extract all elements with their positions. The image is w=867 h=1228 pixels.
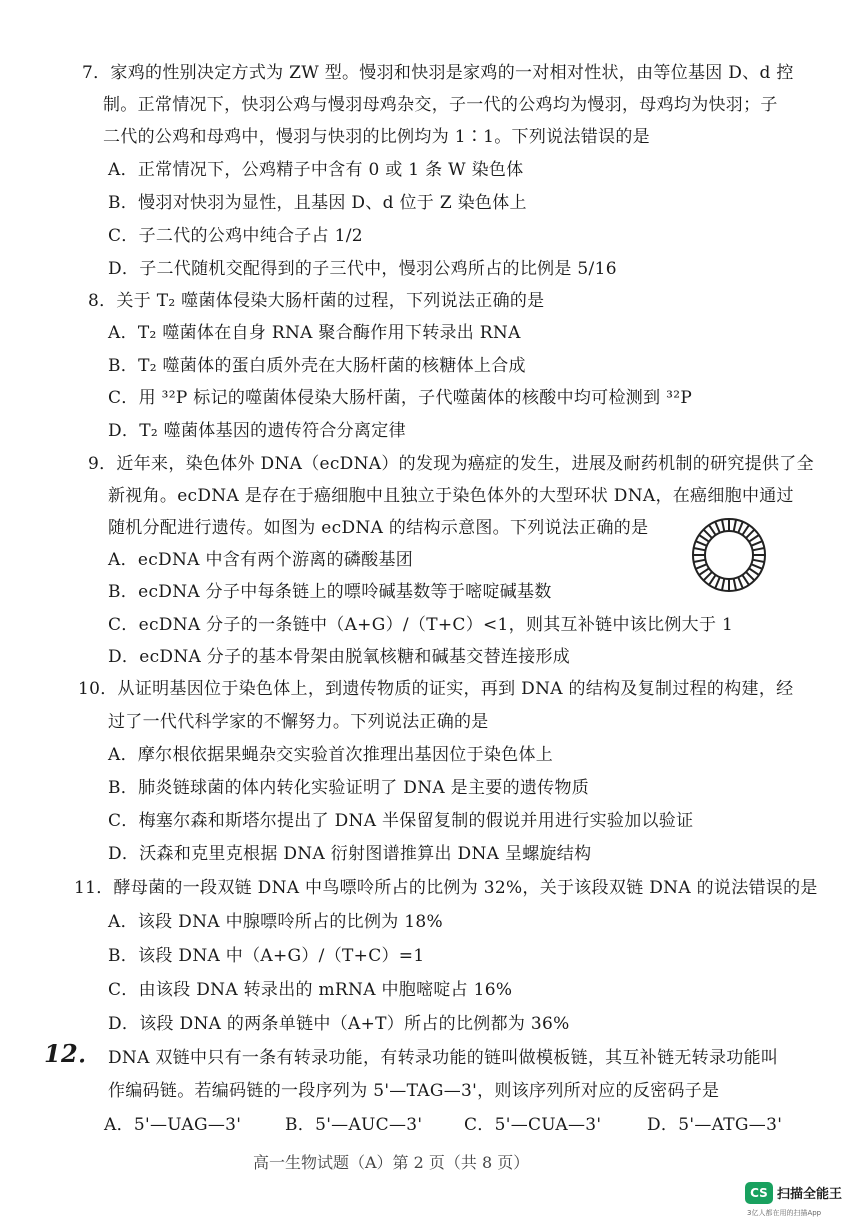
q12-option-a: A．5'—UAG—3' [104,1115,242,1135]
q11-option-a: A．该段 DNA 中腺嘌呤所占的比例为 18% [108,912,443,932]
q12-number: 12． [44,1039,103,1068]
base-pair-rung [751,564,762,569]
q7-option-a: A．正常情况下，公鸡精子中含有 0 或 1 条 W 染色体 [108,160,524,180]
q7-option-b: B．慢羽对快羽为显性，且基因 D、d 位于 Z 染色体上 [108,193,527,213]
q9-stem-line-3: 随机分配进行遗传。如图为 ecDNA 的结构示意图。下列说法正确的是 [108,518,649,538]
base-pair-rung [738,522,743,533]
q10-option-b: B．肺炎链球菌的体内转化实验证明了 DNA 是主要的遗传物质 [108,778,590,798]
q7-stem-line-2: 制。正常情况下，快羽公鸡与慢羽母鸡杂交，子一代的公鸡均为慢羽，母鸡均为快羽；子 [103,95,778,115]
q12-stem-line-2: 作编码链。若编码链的一段序列为 5'—TAG—3'，则该序列所对应的反密码子是 [108,1081,720,1101]
base-pair-rung [753,548,765,550]
base-pair-rung [704,572,712,580]
base-pair-rung [734,520,736,532]
q12-option-c: C．5'—CUA—3' [464,1115,602,1135]
q9-stem-line-1: 9．近年来，染色体外 DNA（ecDNA）的发现为癌症的发生，进展及耐药机制的研究提供了全 [88,454,814,474]
base-pair-rung [694,560,706,562]
q11-option-d: D．该段 DNA 的两条单链中（A+T）所占的比例都为 36% [108,1014,570,1034]
q8-option-a: A．T₂ 噬菌体在自身 RNA 聚合酶作用下转录出 RNA [108,323,521,343]
base-pair-rung [722,579,724,591]
base-pair-rung [709,525,716,535]
q7-stem-line-1: 7．家鸡的性别决定方式为 ZW 型。慢羽和快羽是家鸡的一对相对性状，由等位基因 D、d 控 [82,63,794,83]
base-pair-rung [699,568,709,575]
q11-option-b: B．该段 DNA 中（A+G）/（T+C）=1 [108,946,425,966]
base-pair-rung [746,530,754,538]
base-pair-rung [742,525,749,535]
q9-option-d: D．ecDNA 分子的基本骨架由脱氧核糖和碱基交替连接形成 [108,647,571,667]
q7-option-d: D．子二代随机交配得到的子三代中，慢羽公鸡所占的比例是 5/16 [108,259,617,279]
q12-option-b: B．5'—AUC—3' [285,1115,423,1135]
q10-option-a: A．摩尔根依据果蝇杂交实验首次推理出基因位于染色体上 [108,745,554,765]
q8-option-c: C．用 ³²P 标记的噬菌体侵染大肠杆菌，子代噬菌体的核酸中均可检测到 ³²P [108,388,693,408]
base-pair-rung [742,575,749,585]
q8-stem: 8．关于 T₂ 噬菌体侵染大肠杆菌的过程，下列说法正确的是 [88,291,545,311]
base-pair-rung [749,568,759,575]
watermark-title: 扫描全能王 [777,1187,843,1202]
base-pair-rung [694,548,706,550]
base-pair-rung [696,541,707,546]
base-pair-rung [709,575,716,585]
q12-stem-line-1: DNA 双链中只有一条有转录功能，有转录功能的链叫做模板链，其互补链无转录功能叫 [108,1048,779,1068]
q8-option-b: B．T₂ 噬菌体的蛋白质外壳在大肠杆菌的核糖体上合成 [108,356,526,376]
q11-option-c: C．由该段 DNA 转录出的 mRNA 中胞嘧啶占 16% [108,980,513,1000]
q9-option-c: C．ecDNA 分子的一条链中（A+G）/（T+C）<1，则其互补链中该比例大于 1 [108,615,734,635]
q8-option-d: D．T₂ 噬菌体基因的遗传符合分离定律 [108,421,406,441]
q9-option-b: B．ecDNA 分子中每条链上的嘌呤碱基数等于嘧啶碱基数 [108,582,552,602]
q12-option-d: D．5'—ATG—3' [647,1115,783,1135]
base-pair-rung [704,530,712,538]
base-pair-rung [749,535,759,542]
q9-stem-line-2: 新视角。ecDNA 是存在于癌细胞中且独立于染色体外的大型环状 DNA，在癌细胞中通过 [108,486,794,506]
base-pair-rung [746,572,754,580]
q11-stem: 11．酵母菌的一段双链 DNA 中鸟嘌呤所占的比例为 32%，关于该段双链 DNA 的说法错误的是 [74,878,818,898]
base-pair-rung [751,541,762,546]
base-pair-rung [699,535,709,542]
base-pair-rung [696,564,707,569]
watermark-subtitle: 3亿人都在用的扫描App [747,1209,822,1217]
q7-stem-line-3: 二代的公鸡和母鸡中，慢羽与快羽的比例均为 1∶1。下列说法错误的是 [103,127,650,147]
base-pair-rung [715,522,720,533]
q10-stem-line-1: 10．从证明基因位于染色体上，到遗传物质的证实，再到 DNA 的结构及复制过程的构建，经 [78,679,794,699]
base-pair-rung [715,577,720,588]
base-pair-rung [753,560,765,562]
q10-option-d: D．沃森和克里克根据 DNA 衍射图谱推算出 DNA 呈螺旋结构 [108,844,592,864]
base-pair-rung [738,577,743,588]
ecdna-ring-icon [686,512,772,598]
page-footer: 高一生物试题（A）第 2 页（共 8 页） [253,1153,530,1172]
base-pair-rung [722,520,724,532]
q9-option-a: A．ecDNA 中含有两个游离的磷酸基团 [108,550,414,570]
base-pair-rung [734,579,736,591]
camscanner-logo-icon: CS [745,1182,773,1204]
scanner-watermark [745,1180,863,1224]
q7-option-c: C．子二代的公鸡中纯合子占 1/2 [108,226,363,246]
q10-stem-line-2: 过了一代代科学家的不懈努力。下列说法正确的是 [108,712,489,732]
q10-option-c: C．梅塞尔森和斯塔尔提出了 DNA 半保留复制的假说并用进行实验加以验证 [108,811,694,831]
